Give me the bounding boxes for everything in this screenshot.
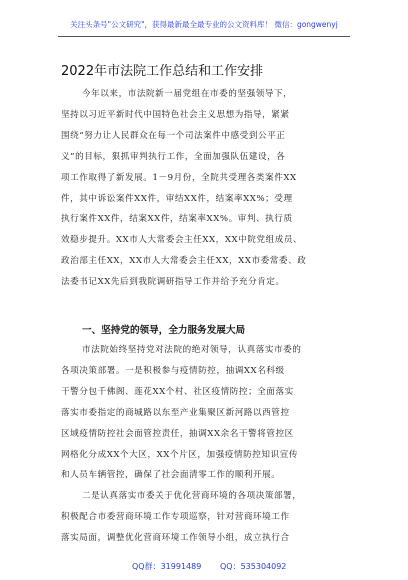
footer-qq-group: QQ群：31991489 (132, 562, 202, 571)
text-line: 区域疫情防控社会面管控责任，抽调XX余名干警将管控区 (61, 428, 294, 439)
text-line: 义”的目标，狠抓审判执行工作，全面加强队伍建设，各 (61, 151, 286, 162)
text-line: 政治部主任XX，XX市人大常委会主任XX，XX市委常委、政 (61, 256, 307, 267)
text-line: 项工作取得了新发展。1－9月份，全院共受理各类案件XX (61, 172, 297, 183)
text-line: 法委书记XX先后到我院调研指导工作并给予充分肯定。 (61, 277, 285, 288)
paragraph-intro (61, 84, 351, 293)
text-line: 二是认真落实市委关于优化营商环境的各项决策部署， (82, 491, 302, 501)
paragraph-section1 (61, 340, 351, 486)
text-line: 执行案件XX件，结案XX件，结案率XX%。审判、执行质 (61, 214, 293, 225)
text-line: 积极配合市委营商环境工作专项巡察，针对营商环境工作 (61, 511, 290, 522)
footer-qq: QQ：535304092 (220, 562, 287, 571)
promo-header-link[interactable]: 关注头条号"公文研究"，获得最新最全最专业的公文资料库！ 微信：gongwenyj (70, 20, 338, 29)
text-line: 坚持以习近平新时代中国特色社会主义思想为指导，紧紧 (61, 109, 290, 120)
text-line: 落实市委指定的商城路以东至产业集聚区新河路以西管控 (61, 407, 290, 418)
text-line: 网格化分成XX个大区，XX个片区，加强疫情防控知识宣传 (61, 449, 298, 460)
text-line: 各项决策部署。一是积极参与疫情防控，抽调XX名科级 (61, 365, 285, 376)
page-title: 2022年市法院工作总结和工作安排 (61, 64, 264, 79)
text-line: 市法院始终坚持党对法院的绝对领导，认真落实市委的 (82, 345, 302, 355)
text-line: 干警分包千佛阁、莲花XX个村、社区疫情防控；全面落实 (61, 386, 294, 397)
text-line: 效稳步提升。XX市人大常委会主任XX，XX中院党组成员、 (61, 235, 303, 246)
header-divider (58, 36, 350, 37)
text-line: 今年以来，市法院新一届党组在市委的坚强领导下， (82, 89, 293, 99)
section-heading-1: 一、坚持党的领导，全力服务发展大局 (82, 325, 246, 336)
text-line: 件，其中诉讼案件XX件，审结XX件，结案率XX%；受理 (61, 193, 293, 204)
text-line: 落实局面，调整优化营商环境工作领导小组，成立执行合 (61, 532, 290, 543)
paragraph-section1-cont (61, 486, 351, 549)
text-line: 围绕“努力让人民群众在每一个司法案件中感受到公平正 (61, 130, 286, 141)
text-line: 和人员车辆管控，确保了社会面清零工作的顺利开展。 (61, 470, 281, 481)
